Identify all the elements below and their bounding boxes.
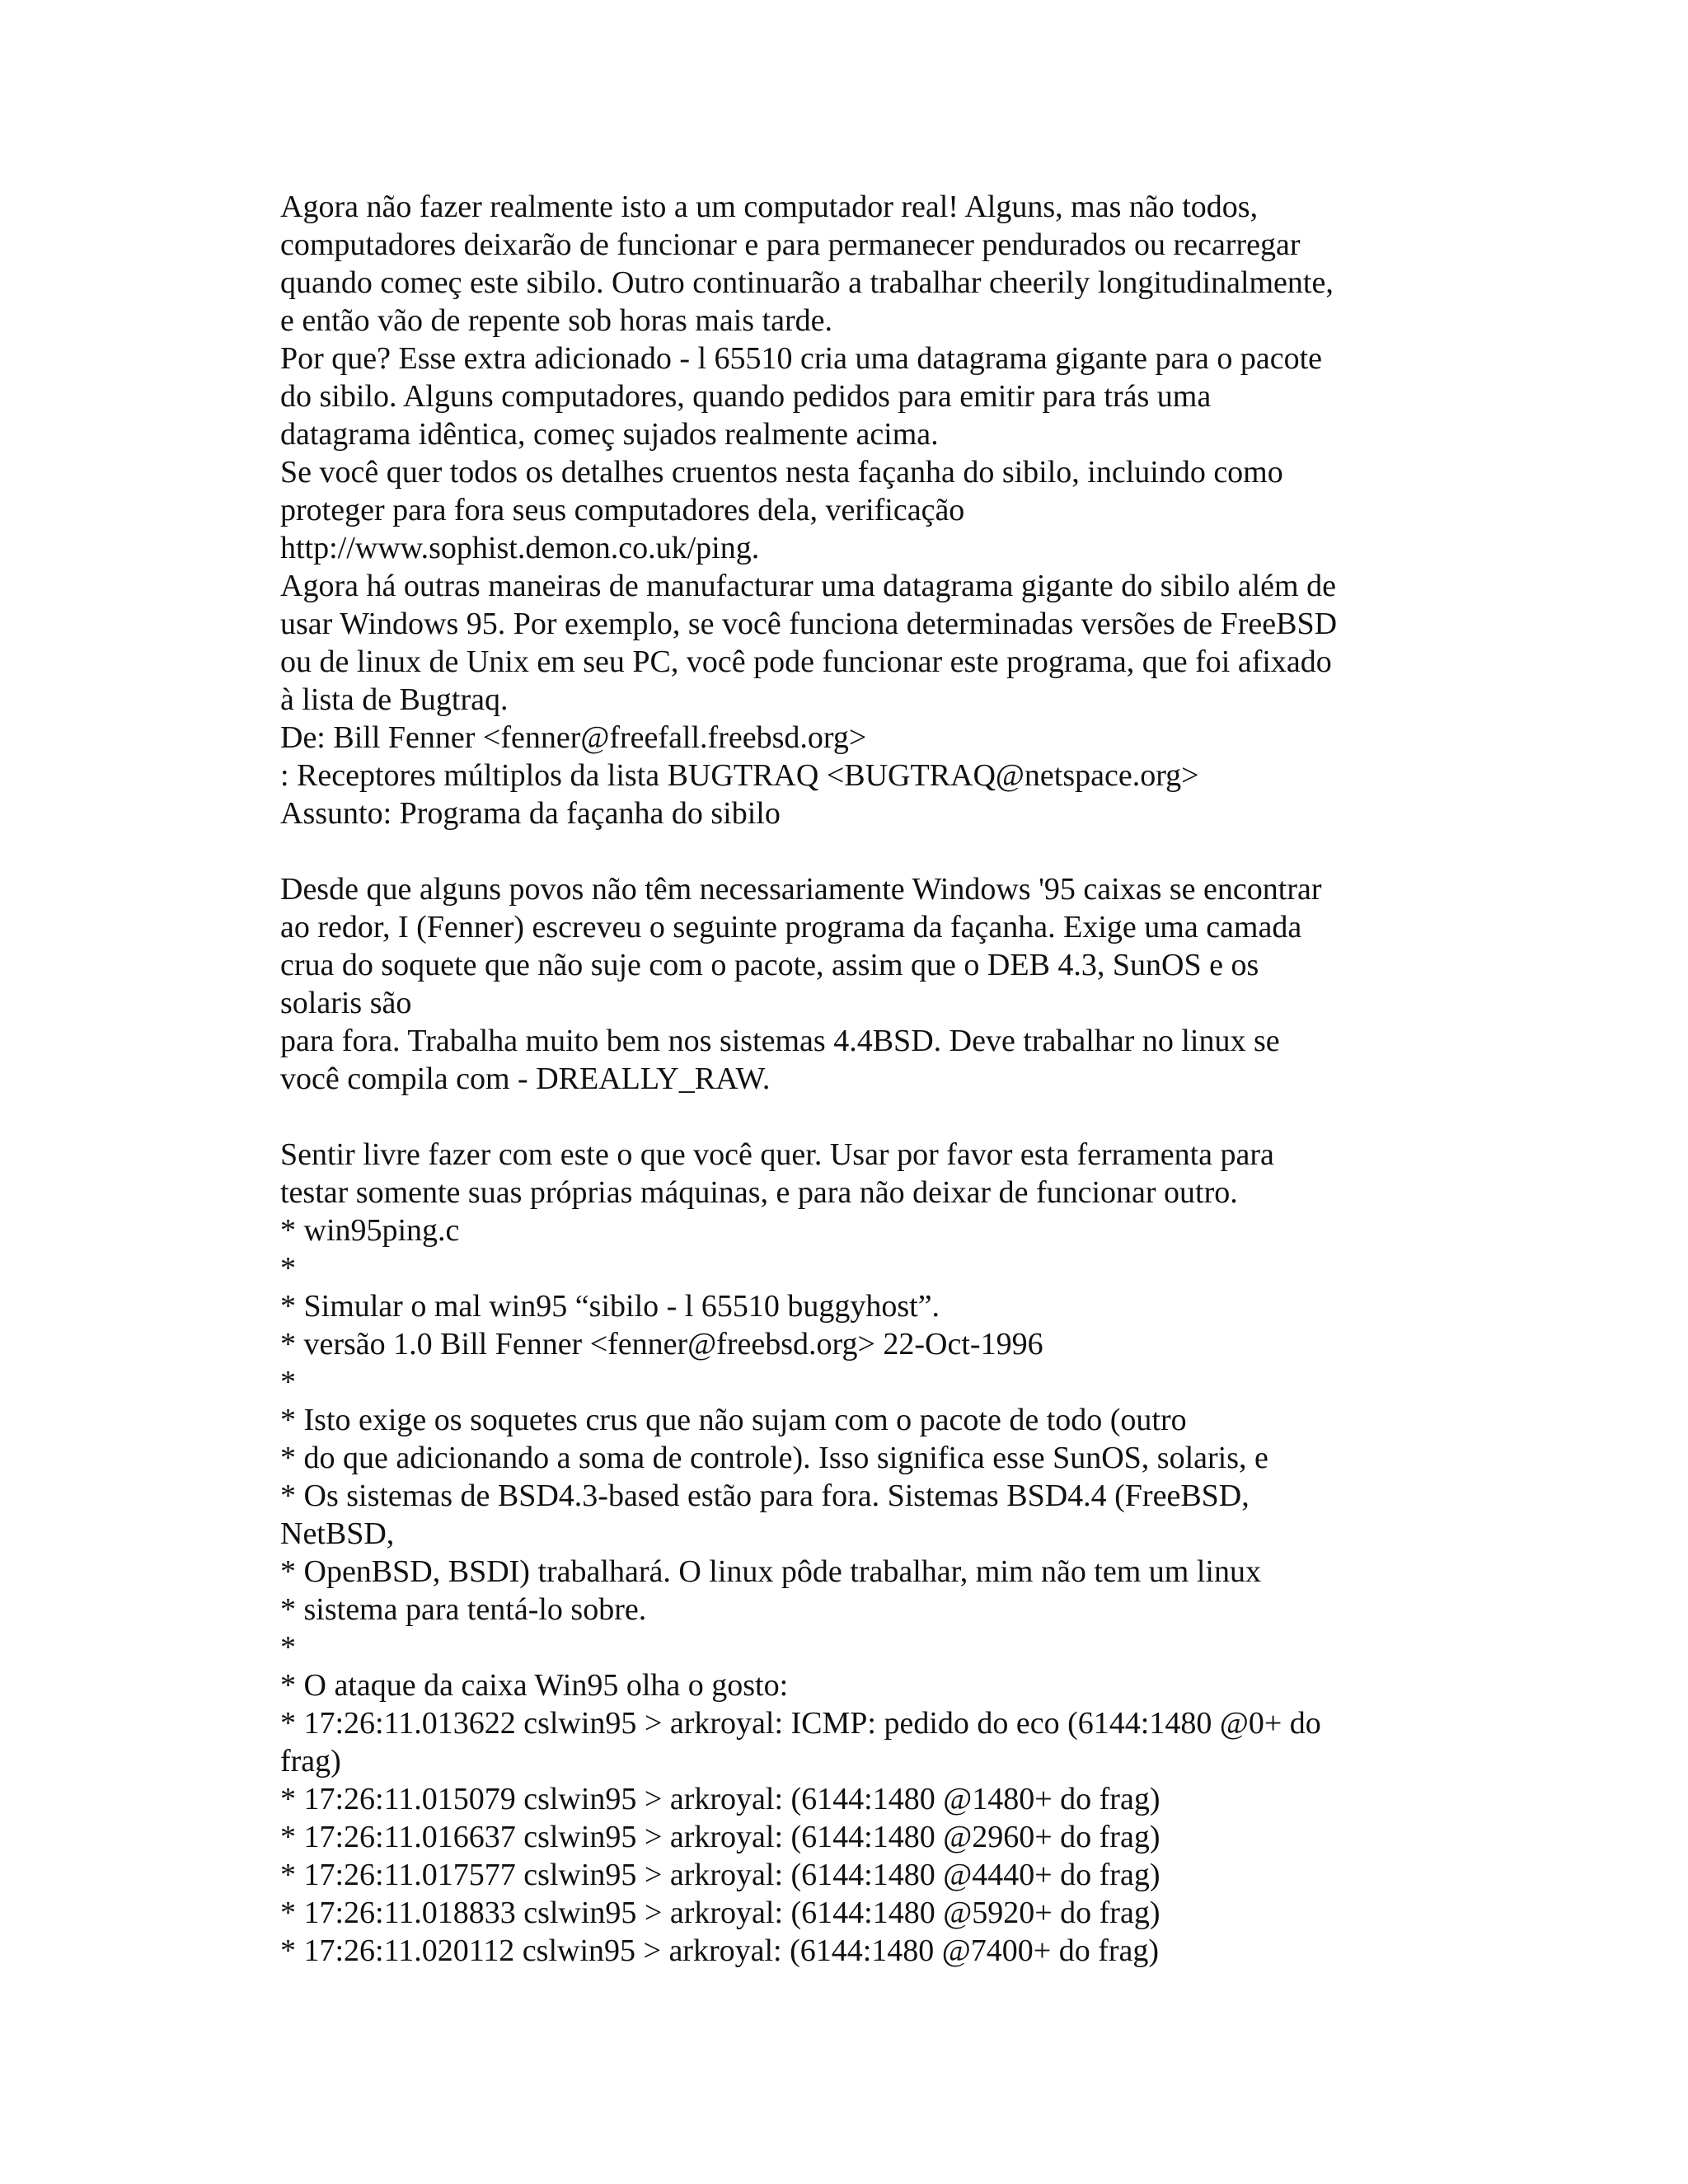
code-line: * 17:26:11.020112 cslwin95 > arkroyal: (6144:1480 @7400+ do frag) [280, 1933, 1160, 1968]
code-line: * Os sistemas de BSD4.3-based estão para fora. Sistemas BSD4.4 (FreeBSD, [280, 1479, 1250, 1513]
text-line: Por que? Esse extra adicionado - l 65510 cria uma datagrama gigante para o pacote [280, 341, 1323, 376]
text-line: Agora não fazer realmente isto a um computador real! Alguns, mas não todos, [280, 190, 1259, 224]
code-line: * Isto exige os soquetes crus que não sujam com o pacote de todo (outro [280, 1403, 1187, 1437]
text-line: usar Windows 95. Por exemplo, se você funciona determinadas versões de FreeBSD [280, 607, 1338, 641]
code-line: * OpenBSD, BSDI) trabalhará. O linux pôde trabalhar, mim não tem um linux [280, 1554, 1261, 1589]
code-line: NetBSD, [280, 1516, 395, 1551]
code-line: * [280, 1630, 296, 1665]
code-line: * O ataque da caixa Win95 olha o gosto: [280, 1668, 789, 1703]
text-line: para fora. Trabalha muito bem nos sistemas 4.4BSD. Deve trabalhar no linux se [280, 1024, 1280, 1058]
document-page [280, 188, 1434, 1970]
text-line: proteger para fora seus computadores dela, verificação [280, 493, 965, 527]
code-line: * do que adicionando a soma de controle). Isso significa esse SunOS, solaris, e [280, 1441, 1268, 1475]
text-line: testar somente suas próprias máquinas, e para não deixar de funcionar outro. [280, 1175, 1238, 1210]
code-line: * 17:26:11.017577 cslwin95 > arkroyal: (6144:1480 @4440+ do frag) [280, 1858, 1160, 1892]
code-line: frag) [280, 1744, 341, 1779]
code-line: * 17:26:11.018833 cslwin95 > arkroyal: (6144:1480 @5920+ do frag) [280, 1896, 1160, 1930]
text-line: do sibilo. Alguns computadores, quando pedidos para emitir para trás uma [280, 379, 1212, 414]
code-line: * versão 1.0 Bill Fenner <fenner@freebsd.org> 22-Oct-1996 [280, 1327, 1043, 1361]
code-line: * sistema para tentá-lo sobre. [280, 1592, 647, 1627]
text-line: você compila com - DREALLY_RAW. [280, 1062, 771, 1096]
text-line: ou de linux de Unix em seu PC, você pode funcionar este programa, que foi afixado [280, 644, 1332, 679]
text-line: Agora há outras maneiras de manufacturar uma datagrama gigante do sibilo além de [280, 569, 1336, 603]
text-line: datagrama idêntica, começ sujados realmente acima. [280, 417, 939, 452]
text-line: Desde que alguns povos não têm necessariamente Windows '95 caixas se encontrar [280, 872, 1322, 907]
text-line: Sentir livre fazer com este o que você quer. Usar por favor esta ferramenta para [280, 1137, 1274, 1172]
text-line: Se você quer todos os detalhes cruentos nesta façanha do sibilo, incluindo como [280, 455, 1283, 490]
text-line: computadores deixarão de funcionar e para permanecer pendurados ou recarregar [280, 227, 1301, 262]
code-line: * 17:26:11.016637 cslwin95 > arkroyal: (6144:1480 @2960+ do frag) [280, 1820, 1160, 1854]
url-line: http://www.sophist.demon.co.uk/ping. [280, 531, 760, 565]
text-line: ao redor, I (Fenner) escreveu o seguinte programa da façanha. Exige uma camada [280, 910, 1302, 944]
code-line: * win95ping.c [280, 1213, 460, 1248]
code-line: * [280, 1365, 296, 1399]
code-line: * [280, 1251, 296, 1286]
text-line: crua do soquete que não suje com o pacote, assim que o DEB 4.3, SunOS e os [280, 948, 1259, 982]
code-line: * Simular o mal win95 “sibilo - l 65510 buggyhost”. [280, 1289, 940, 1324]
code-line: * 17:26:11.015079 cslwin95 > arkroyal: (6144:1480 @1480+ do frag) [280, 1782, 1160, 1816]
text-line: solaris são [280, 986, 412, 1020]
text-line: quando começ este sibilo. Outro continuarão a trabalhar cheerily longitudinalmente, [280, 265, 1334, 300]
blank-line [280, 1098, 1434, 1136]
text-line: à lista de Bugtraq. [280, 682, 509, 717]
email-to-line: : Receptores múltiplos da lista BUGTRAQ <BUGTRAQ@netspace.org> [280, 758, 1199, 793]
email-from-line: De: Bill Fenner <fenner@freefall.freebsd.org> [280, 720, 867, 755]
email-subject-line: Assunto: Programa da façanha do sibilo [280, 796, 781, 831]
text-line: e então vão de repente sob horas mais tarde. [280, 303, 833, 338]
code-line: * 17:26:11.013622 cslwin95 > arkroyal: ICMP: pedido do eco (6144:1480 @0+ do [280, 1706, 1321, 1741]
blank-line [280, 832, 1434, 870]
